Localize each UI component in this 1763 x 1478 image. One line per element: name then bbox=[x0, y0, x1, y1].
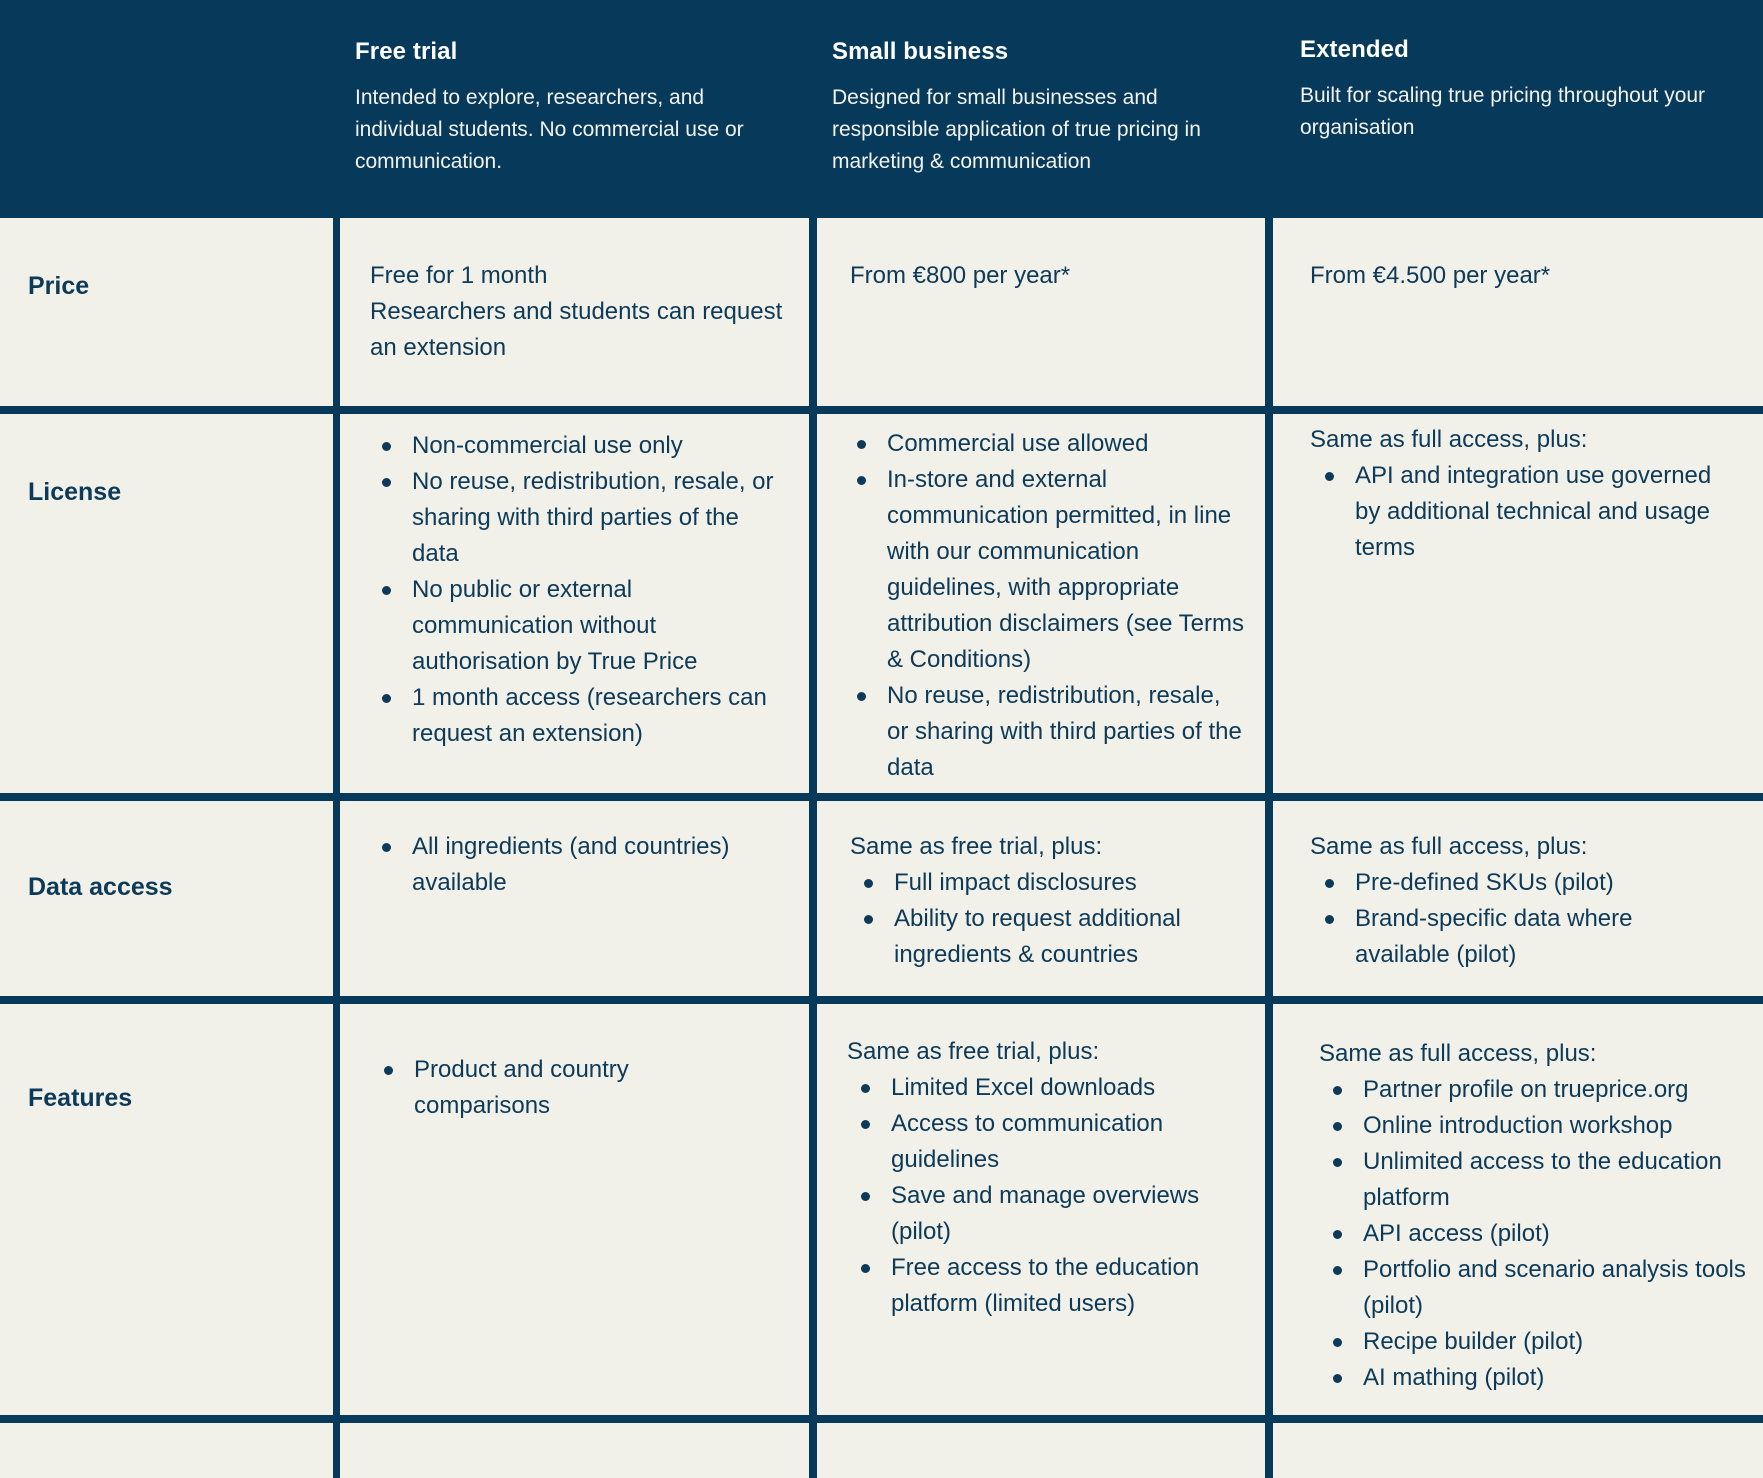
cell-empty bbox=[817, 1423, 1265, 1478]
cell-license-small-business bbox=[817, 414, 1265, 793]
list-item: Unlimited access to the education platform bbox=[1363, 1144, 1748, 1216]
intro-text: Same as full access, plus: bbox=[1310, 426, 1588, 453]
price-text: From €800 per year* bbox=[850, 262, 1071, 289]
intro-text: Same as free trial, plus: bbox=[850, 833, 1103, 860]
cell-features-extended bbox=[1273, 1004, 1763, 1415]
row-header-data-access bbox=[0, 801, 333, 996]
list-item: Brand-specific data where available (pilot) bbox=[1355, 901, 1685, 973]
list-item: All ingredients (and countries) available bbox=[412, 829, 772, 901]
cell-price-extended bbox=[1273, 218, 1763, 406]
list-item: API access (pilot) bbox=[1363, 1216, 1748, 1252]
cell-empty bbox=[1273, 1423, 1763, 1478]
row-header-license bbox=[0, 414, 333, 793]
intro-text: Same as full access, plus: bbox=[1319, 1040, 1597, 1067]
row-label: Features bbox=[28, 1084, 133, 1112]
cell-data-access-free-trial bbox=[340, 801, 809, 996]
plan-header-small-business bbox=[832, 38, 1252, 178]
data-access-list bbox=[894, 865, 1244, 973]
list-item: Free access to the education platform (limited users) bbox=[891, 1250, 1241, 1322]
data-access-list bbox=[1355, 865, 1685, 973]
plan-description: Intended to explore, researchers, and individual students. No commercial use or communication. bbox=[355, 86, 744, 173]
intro-text: Same as free trial, plus: bbox=[847, 1038, 1100, 1065]
row-label: License bbox=[28, 478, 122, 506]
cell-data-access-extended bbox=[1273, 801, 1763, 996]
features-list bbox=[1363, 1072, 1748, 1396]
price-text: From €4.500 per year* bbox=[1310, 262, 1551, 289]
row-header-empty bbox=[0, 1423, 333, 1478]
plan-description: Built for scaling true pricing throughout your organisation bbox=[1300, 84, 1706, 139]
price-note: Researchers and students can request an extension bbox=[370, 298, 783, 361]
license-list bbox=[1355, 458, 1740, 566]
features-list bbox=[414, 1052, 714, 1124]
plan-header-free-trial bbox=[355, 38, 775, 178]
plan-title: Small business bbox=[832, 38, 1009, 65]
list-item: Recipe builder (pilot) bbox=[1363, 1324, 1748, 1360]
list-item: No reuse, redistribution, resale, or sharing with third parties of the data bbox=[887, 678, 1247, 786]
list-item: Full impact disclosures bbox=[894, 865, 1244, 901]
list-item: No reuse, redistribution, resale, or sharing with third parties of the data bbox=[412, 464, 787, 572]
row-header-price bbox=[0, 218, 333, 406]
list-item: Portfolio and scenario analysis tools (pilot) bbox=[1363, 1252, 1748, 1324]
cell-empty bbox=[340, 1423, 809, 1478]
cell-license-free-trial bbox=[340, 414, 809, 793]
plan-title: Extended bbox=[1300, 36, 1409, 63]
list-item: In-store and external communication permitted, in line with our communication guidelines, with appropriate attribution disclaimers (see Terms & Conditions) bbox=[887, 462, 1247, 678]
list-item: No public or external communication without authorisation by True Price bbox=[412, 572, 787, 680]
list-item: Access to communication guidelines bbox=[891, 1106, 1241, 1178]
cell-price-free-trial bbox=[340, 218, 809, 406]
cell-features-free-trial bbox=[340, 1004, 809, 1415]
list-item: Ability to request additional ingredients & countries bbox=[894, 901, 1244, 973]
price-text: Free for 1 month bbox=[370, 262, 548, 289]
list-item: Non-commercial use only bbox=[412, 428, 787, 464]
cell-price-small-business bbox=[817, 218, 1265, 406]
license-list bbox=[412, 428, 787, 752]
row-header-features bbox=[0, 1004, 333, 1415]
list-item: Save and manage overviews (pilot) bbox=[891, 1178, 1241, 1250]
list-item: AI mathing (pilot) bbox=[1363, 1360, 1748, 1396]
cell-data-access-small-business bbox=[817, 801, 1265, 996]
list-item: Online introduction workshop bbox=[1363, 1108, 1748, 1144]
list-item: 1 month access (researchers can request an extension) bbox=[412, 680, 787, 752]
cell-features-small-business bbox=[817, 1004, 1265, 1415]
plan-title: Free trial bbox=[355, 38, 458, 65]
list-item: Limited Excel downloads bbox=[891, 1070, 1241, 1106]
list-item: API and integration use governed by additional technical and usage terms bbox=[1355, 458, 1740, 566]
intro-text: Same as full access, plus: bbox=[1310, 833, 1588, 860]
plan-description: Designed for small businesses and responsible application of true pricing in marketing & communication bbox=[832, 86, 1201, 173]
list-item: Commercial use allowed bbox=[887, 426, 1247, 462]
list-item: Pre-defined SKUs (pilot) bbox=[1355, 865, 1685, 901]
row-label: Price bbox=[28, 272, 90, 300]
row-label: Data access bbox=[28, 873, 173, 901]
features-list bbox=[891, 1070, 1241, 1322]
plan-header-extended bbox=[1300, 36, 1730, 144]
table-header bbox=[0, 0, 1763, 218]
cell-license-extended bbox=[1273, 414, 1763, 793]
license-list bbox=[887, 426, 1247, 786]
list-item: Product and country comparisons bbox=[414, 1052, 714, 1124]
list-item: Partner profile on trueprice.org bbox=[1363, 1072, 1748, 1108]
data-access-list bbox=[412, 829, 772, 901]
